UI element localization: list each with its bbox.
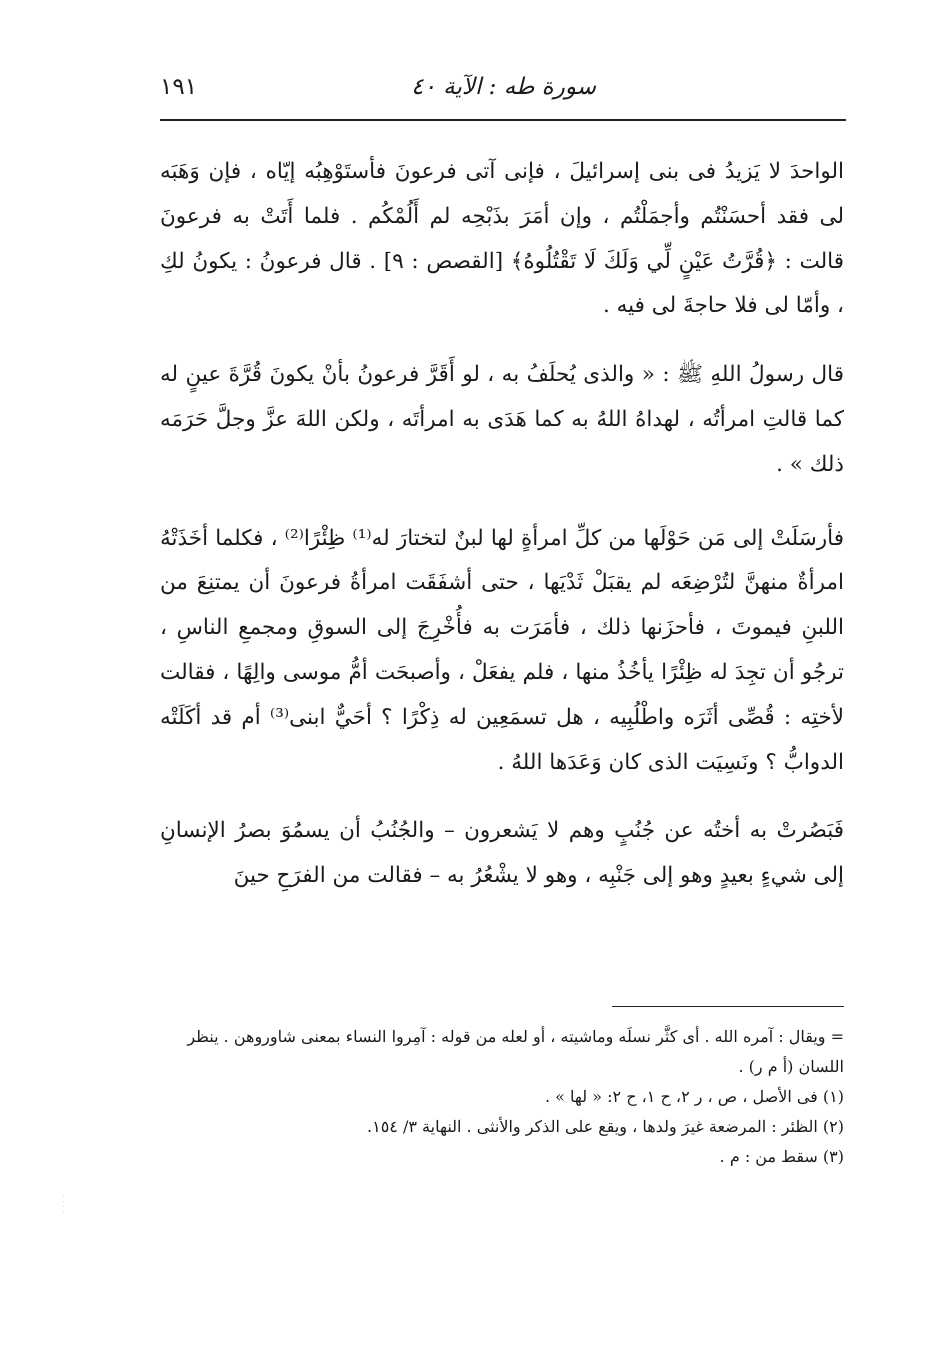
- header-rule: [160, 119, 846, 121]
- footnote-continued: = ويقال : آمره الله . أى كثَّر نسلَه وماشيته ، أو لعله من قوله : آمِروا النساء بمعنى شاوروهن . ينظر اللسان (أ م ر) .: [187, 1027, 844, 1076]
- paragraph-4: فَبَصُرتْ به أختُه عن جُنُبٍ وهم لا يَشعرون – والجُنُبُ أن يسمُوَ بصرُ الإنسانِ إلى شيءٍ بعيدٍ وهو إلى جَنْبِه ، وهو لا يشْعُرُ به – فقالت من الفرَحِ حينَ: [160, 818, 844, 889]
- running-header: [160, 68, 846, 114]
- running-title: سورة طه : الآية ٤٠: [411, 74, 596, 100]
- footnote-2: (٢) الظئر : المرضعة غيرَ ولدها ، ويقع على الذكر والأنثى . النهاية ٣/ ١٥٤.: [367, 1117, 844, 1136]
- main-text: [160, 150, 844, 899]
- scan-speck: [58, 1192, 70, 1232]
- paragraph-3: فأرسَلَتْ إلى مَن حَوْلَها من كلِّ امرأةٍ لها لبنٌ لتختارَ له⁽¹⁾ ظِئْرًا⁽²⁾ ، فكلما أخَذَتْهُ امرأةٌ منهنَّ لتُرْضِعَه لم يقبَلْ ثَدْيَها ، حتى أشفَقَت امرأةُ فرعونَ أن يمتنِعَ من اللبنِ فيموتَ ، فأحزَنها ذلك ، فأمَرَت به فأُخْرِجَ إلى السوقِ ومجمعِ الناسِ ، ترجُو أن تجِدَ له ظِئْرًا يأخُذُ منها ، فلم يفعَلْ ، وأصبحَت أمُّ موسى والِهًا ، فقالت لأختِه : قُصِّى أثَرَه واطْلُبِيه ، هل تسمَعِين له ذِكْرًا ؟ أحَيٌّ ابنى⁽³⁾ أم قد أكَلَتْه الدوابُّ ؟ ونَسِيَت الذى كان وَعَدَها اللهُ .: [160, 525, 844, 775]
- footnote-rule: [612, 1006, 844, 1007]
- footnote-3: (٣) سقط من : م .: [719, 1147, 844, 1166]
- page-number: ١٩١: [160, 74, 198, 100]
- footnotes: [160, 1022, 844, 1172]
- paragraph-1: الواحدَ لا يَزيدُ فى بنى إسرائيلَ ، فإنى آتى فرعونَ فأستَوْهِبُه إيّاه ، فإن وَهَبَه لى فقد أحسَنْتُم وأجمَلْتُم ، وإن أمَرَ بذَبْحِه لم أَلُمْكُم . فلما أَتَتْ به فرعونَ قالت : ﴿قُرَّتُ عَيْنٍ لِّي وَلَكَ لَا تَقْتُلُوهُ﴾ [القصص : ٩] . قال فرعونُ : يكونُ لكِ ، وأمّا لى فلا حاجةَ لى فيه .: [160, 159, 844, 319]
- paragraph-2: قال رسولُ اللهِ ﷺ : « والذى يُحلَفُ به ، لو أَقَرَّ فرعونُ بأنْ يكونَ قُرَّةَ عينٍ له كما قالتِ امرأتُه ، لهداهُ اللهُ به كما هَدَى به امرأتَه ، ولكن اللهَ عزَّ وجلَّ حَرَمَه ذلك » .: [160, 362, 844, 477]
- footnote-1: (١) فى الأصل ، ص ، ر ٢، ح ١، ح ٢: « لها » .: [545, 1087, 844, 1106]
